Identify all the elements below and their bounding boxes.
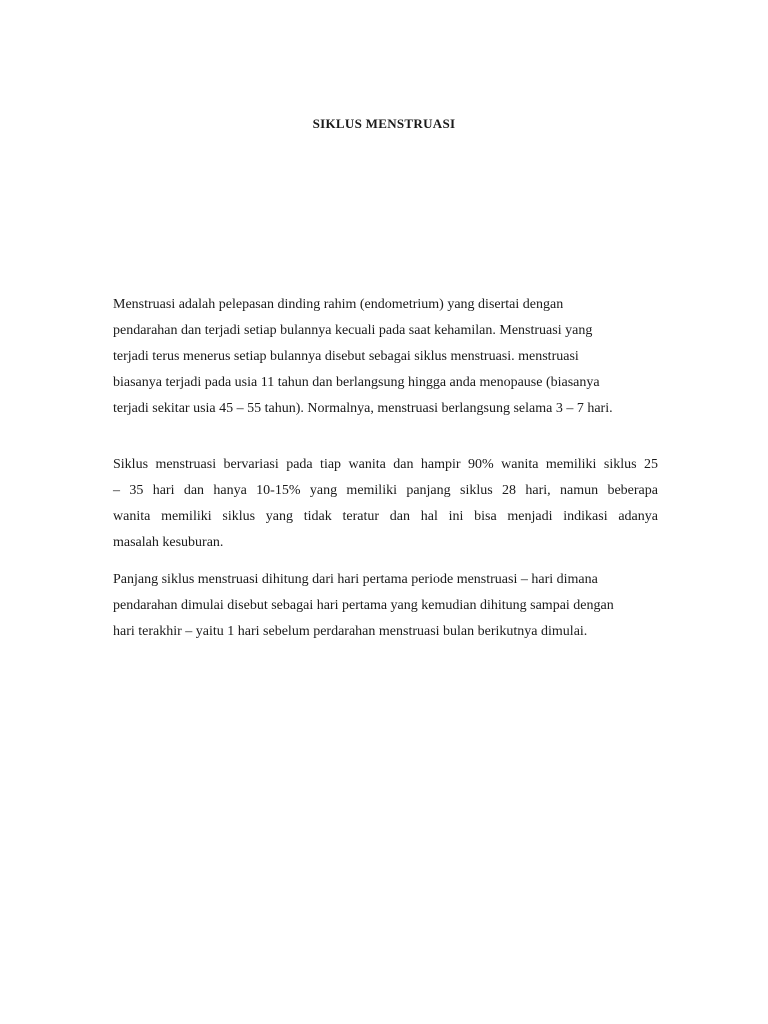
paragraph-line: wanita memiliki siklus yang tidak teratur dan hal ini bisa menjadi indikasi adanya xyxy=(113,509,658,524)
paragraph-line: hari terakhir – yaitu 1 hari sebelum perdarahan menstruasi bulan berikutnya dimulai. xyxy=(113,624,588,639)
paragraph-line: pendarahan dan terjadi setiap bulannya kecuali pada saat kehamilan. Menstruasi yang xyxy=(113,323,593,338)
document-title: SIKLUS MENSTRUASI xyxy=(312,116,456,131)
paragraph-cycle-variation xyxy=(113,452,658,556)
paragraph-line: – 35 hari dan hanya 10-15% yang memiliki panjang siklus 28 hari, namun beberapa xyxy=(113,483,658,498)
paragraph-cycle-length xyxy=(113,567,658,645)
paragraph-line: pendarahan dimulai disebut sebagai hari pertama yang kemudian dihitung sampai dengan xyxy=(113,598,614,613)
paragraph-line: masalah kesuburan. xyxy=(113,535,224,550)
paragraph-line: Menstruasi adalah pelepasan dinding rahim (endometrium) yang disertai dengan xyxy=(113,297,564,312)
paragraph-definition xyxy=(113,292,658,422)
paragraph-line: Siklus menstruasi bervariasi pada tiap wanita dan hampir 90% wanita memiliki siklus 25 xyxy=(113,457,658,472)
paragraph-line: Panjang siklus menstruasi dihitung dari hari pertama periode menstruasi – hari dimana xyxy=(113,572,598,587)
paragraph-line: terjadi sekitar usia 45 – 55 tahun). Normalnya, menstruasi berlangsung selama 3 – 7 hari. xyxy=(113,401,613,416)
paragraph-line: biasanya terjadi pada usia 11 tahun dan berlangsung hingga anda menopause (biasanya xyxy=(113,375,600,390)
paragraph-line: terjadi terus menerus setiap bulannya disebut sebagai siklus menstruasi. menstruasi xyxy=(113,349,579,364)
